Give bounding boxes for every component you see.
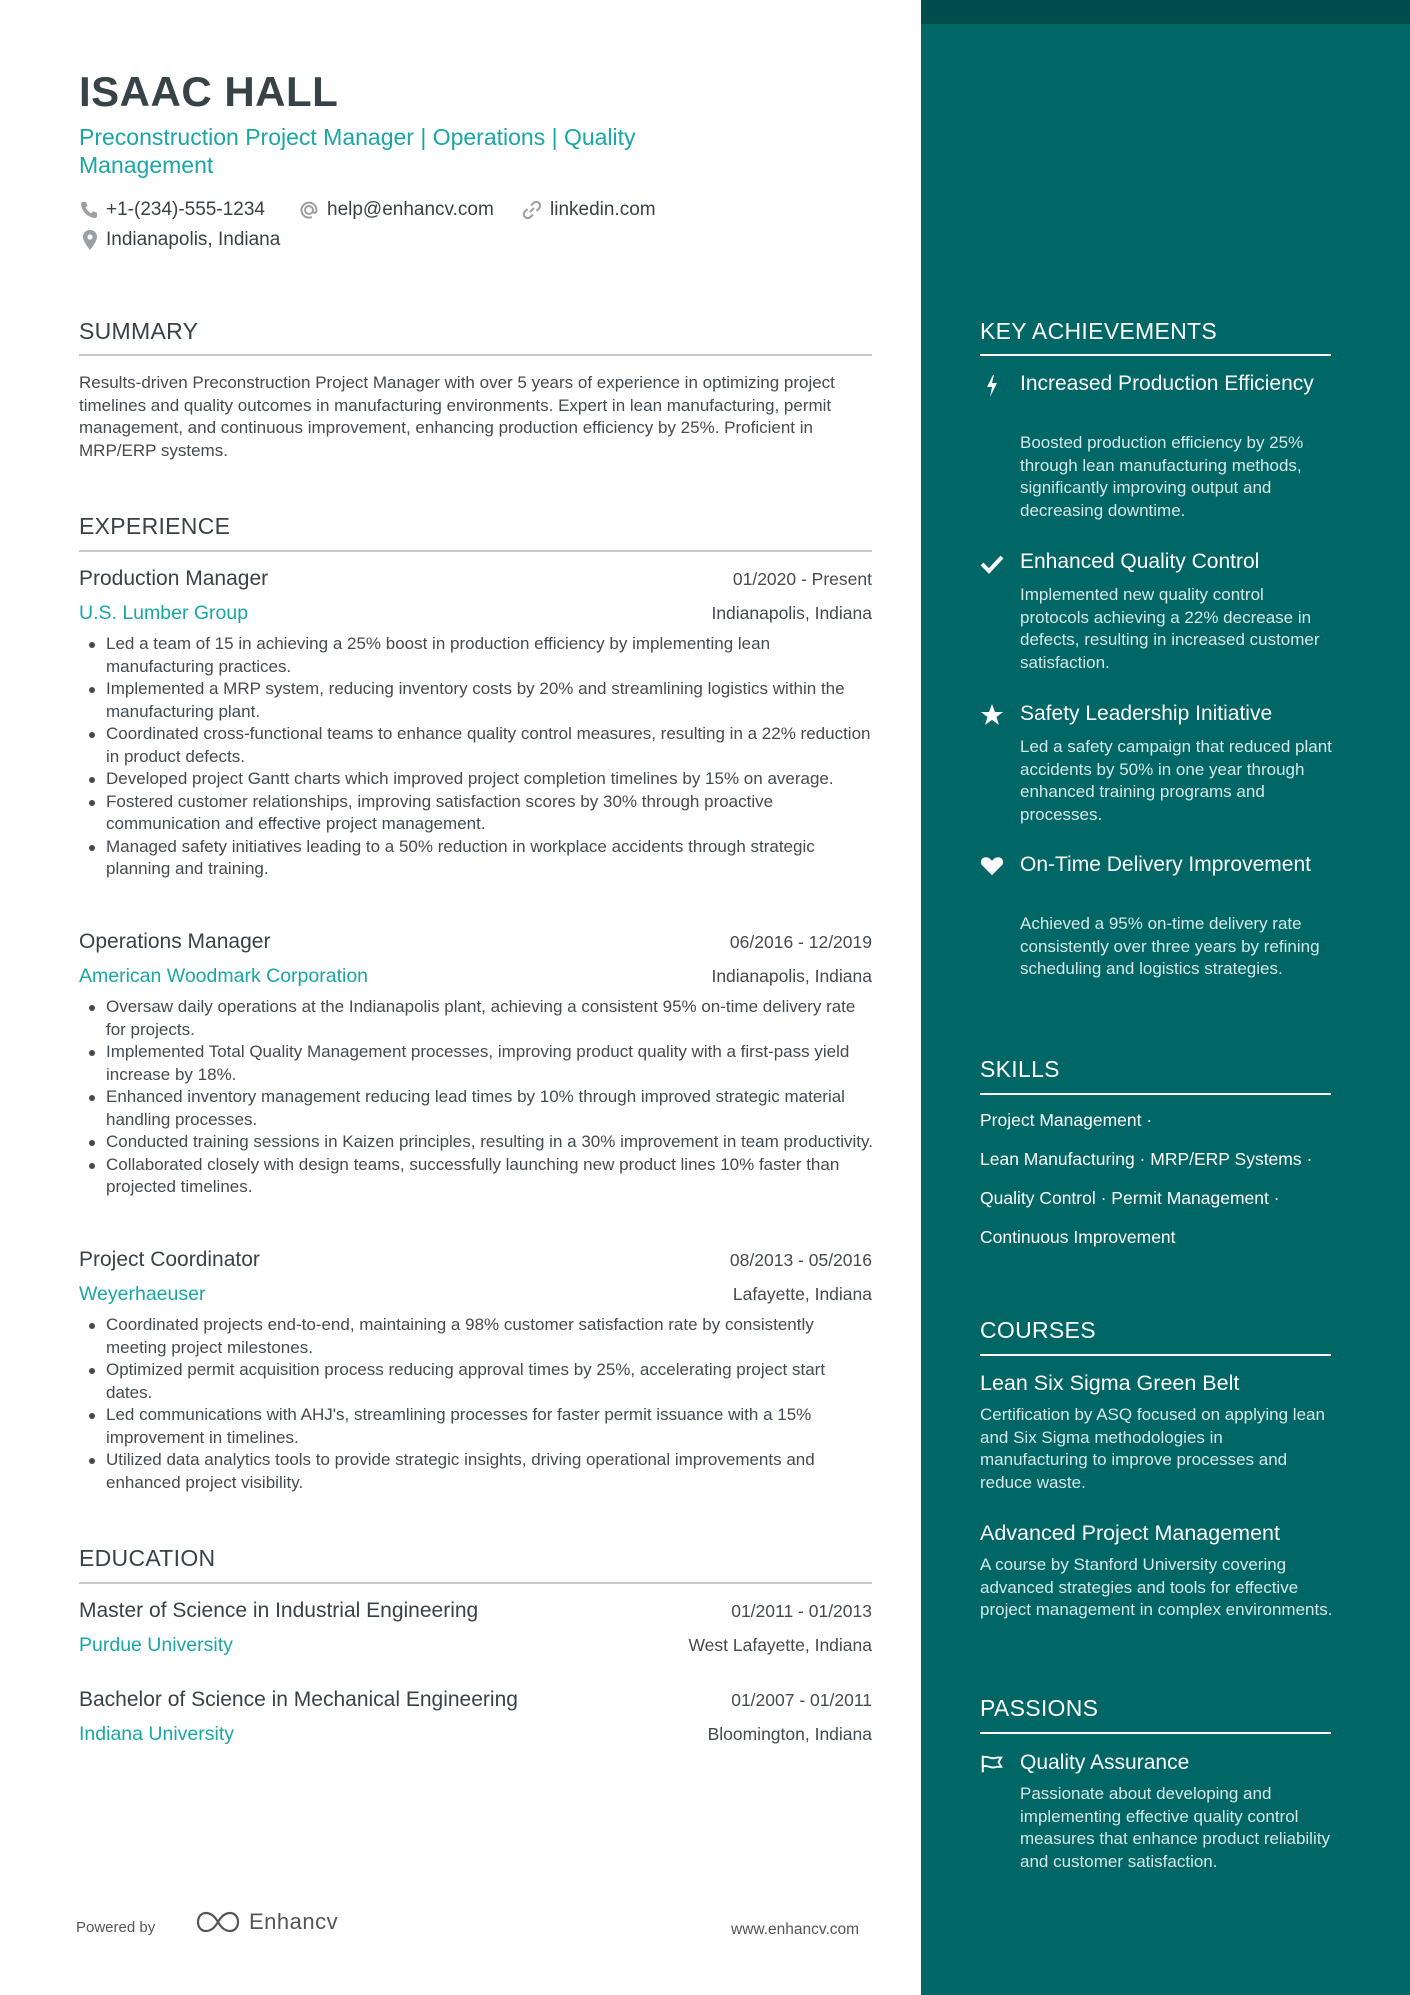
courses-divider [980,1354,1331,1356]
sidebar [921,0,1410,1995]
skills-divider [980,1093,1331,1095]
location-text: Indianapolis, Indiana [106,229,281,250]
job-title: Project Coordinator [79,1248,260,1271]
phone-icon [79,200,99,220]
phone-text: +1-(234)-555-1234 [106,199,265,220]
bullet-item: Optimized permit acquisition process reducing approval times by 25%, accelerating project start dates. [79,1359,874,1404]
lightning-icon [980,374,1004,398]
bullet-item: Enhanced inventory management reducing lead times by 10% through improved strategic material handling processes. [79,1086,874,1131]
achievement-desc: Achieved a 95% on-time delivery rate consistently over three years by refining scheduling and logistics strategies. [1020,914,1320,978]
job-bullets [79,633,874,881]
summary-text: Results-driven Preconstruction Project Manager with over 5 years of experience in optimizing project timelines and quality outcomes in manufacturing environments. Expert in lean manufacturing, permit management, and continuous improvement, enhancing production efficiency by 25%. Proficient in MRP/ERP systems. [79,373,835,460]
course-desc: A course by Stanford University covering advanced strategies and tools for effective project management in complex environments. [980,1555,1333,1619]
star-icon [980,703,1004,727]
bullet-item: Managed safety initiatives leading to a 50% reduction in workplace accidents through strategic planning and training. [79,836,874,881]
education-header [79,1599,872,1623]
achievement-title: Safety Leadership Initiative [1020,702,1273,725]
powered-by-label: Powered by [76,1919,156,1936]
bullet-item: Coordinated cross-functional teams to enhance quality control measures, resulting in a 22% reduction in product defects. [79,723,874,768]
bullet-item: Led a team of 15 in achieving a 25% boost in production efficiency by implementing lean manufacturing practices. [79,633,874,678]
achievement-title: On-Time Delivery Improvement [1020,853,1311,876]
candidate-name: ISAAC HALL [79,68,339,115]
linkedin-text: linkedin.com [550,199,656,220]
company-link[interactable]: Weyerhaeuser [79,1283,206,1305]
school-link[interactable]: Indiana University [79,1723,234,1745]
education-location: West Lafayette, Indiana [688,1635,872,1655]
education-location: Bloomington, Indiana [707,1724,872,1744]
job-location: Indianapolis, Indiana [711,603,872,623]
courses-heading: COURSES [980,1317,1096,1343]
job-header [79,1248,872,1272]
bullet-item: Collaborated closely with design teams, successfully launching new product lines 10% faster than projected timelines. [79,1154,874,1199]
education-subheader [79,1723,872,1746]
job-location: Lafayette, Indiana [732,1284,872,1304]
education-subheader [79,1634,872,1657]
bullet-item: Oversaw daily operations at the Indianapolis plant, achieving a consistent 95% on-time delivery rate for projects. [79,996,874,1041]
bullet-item: Led communications with AHJ's, streamlining processes for faster permit issuance with a 15% improvement in timelines. [79,1404,874,1449]
bullet-item: Fostered customer relationships, improving satisfaction scores by 30% through proactive communication and effective project management. [79,791,874,836]
location-pin-icon [81,229,99,251]
job-dates: 01/2020 - Present [732,569,872,589]
education-dates: 01/2011 - 01/2013 [731,1601,872,1621]
achievement-desc: Led a safety campaign that reduced plant accidents by 50% in one year through enhanced training programs and processes. [1020,737,1332,824]
achievement-desc: Implemented new quality control protocols achieving a 22% decrease in defects, resulting in increased customer satisfaction. [1020,585,1320,672]
course-desc: Certification by ASQ focused on applying lean and Six Sigma methodologies in manufacturing to improve processes and reduce waste. [980,1405,1325,1492]
passion-desc: Passionate about developing and implementing effective quality control measures that enhance product reliability and customer satisfaction. [1020,1784,1330,1871]
brand-name: Enhancv [249,1909,339,1934]
website-link[interactable]: www.enhancv.com [731,1921,860,1938]
job-subheader [79,602,872,625]
course-title: Advanced Project Management [980,1521,1280,1545]
education-dates: 01/2007 - 01/2011 [731,1690,872,1710]
degree-title: Master of Science in Industrial Engineering [79,1599,479,1622]
checkmark-icon [980,552,1004,576]
contact-location [81,229,280,251]
enhancv-logo[interactable] [195,1909,338,1935]
job-dates: 08/2013 - 05/2016 [729,1250,872,1270]
education-header [79,1688,872,1712]
job-dates: 06/2016 - 12/2019 [729,932,872,952]
email-text: help@enhancv.com [327,199,494,220]
bullet-item: Implemented Total Quality Management processes, improving product quality with a first-pass yield increase by 18%. [79,1041,874,1086]
achievement-title: Enhanced Quality Control [1020,550,1260,573]
contact-linkedin[interactable] [521,199,656,221]
skill-item: Quality Control · Permit Management · [980,1188,1280,1208]
skill-item: Project Management · [980,1110,1153,1130]
job-bullets [79,996,874,1199]
summary-divider [79,354,872,356]
skill-item: Continuous Improvement [980,1227,1176,1247]
headline: Preconstruction Project Manager | Operations | Quality Management [79,124,636,178]
bullet-item: Coordinated projects end-to-end, maintaining a 98% customer satisfaction rate by consistently meeting project milestones. [79,1314,874,1359]
job-title: Production Manager [79,567,269,590]
degree-title: Bachelor of Science in Mechanical Engineering [79,1688,518,1711]
heart-icon [980,854,1004,878]
job-subheader [79,1283,872,1306]
contact-email[interactable] [298,199,494,221]
education-heading: EDUCATION [79,1545,216,1571]
summary-heading: SUMMARY [79,318,199,344]
experience-heading: EXPERIENCE [79,513,231,539]
bullet-item: Implemented a MRP system, reducing inventory costs by 20% and streamlining logistics within the manufacturing plant. [79,678,874,723]
link-icon [521,199,543,221]
passion-title: Quality Assurance [1020,1751,1190,1774]
job-location: Indianapolis, Indiana [711,966,872,986]
bullet-item: Conducted training sessions in Kaizen principles, resulting in a 30% improvement in team productivity. [79,1131,874,1154]
company-link[interactable]: American Woodmark Corporation [79,965,369,987]
contact-phone[interactable] [79,199,265,221]
sidebar-top-band [921,0,1410,24]
passions-heading: PASSIONS [980,1695,1099,1721]
bullet-item: Developed project Gantt charts which improved project completion timelines by 15% on average. [79,768,874,791]
skills-heading: SKILLS [980,1056,1060,1082]
education-divider [79,1582,872,1584]
achievements-divider [980,354,1331,356]
at-icon [298,199,320,221]
flag-icon [980,1752,1004,1776]
job-header [79,930,872,954]
job-subheader [79,965,872,988]
achievements-heading: KEY ACHIEVEMENTS [980,318,1218,344]
company-link[interactable]: U.S. Lumber Group [79,602,249,624]
achievement-desc: Boosted production efficiency by 25% through lean manufacturing methods, significantly improving output and decreasing downtime. [1020,433,1304,520]
bullet-item: Utilized data analytics tools to provide strategic insights, driving operational improvements and enhanced project visibility. [79,1449,874,1494]
school-link[interactable]: Purdue University [79,1634,233,1656]
skill-item: Lean Manufacturing · MRP/ERP Systems · [980,1149,1313,1169]
experience-divider [79,550,872,552]
course-title: Lean Six Sigma Green Belt [980,1371,1240,1395]
job-title: Operations Manager [79,930,271,953]
achievement-title: Increased Production Efficiency [1020,372,1314,395]
passions-divider [980,1732,1331,1734]
job-bullets [79,1314,874,1494]
infinity-logo-icon [195,1909,241,1935]
job-header [79,567,872,591]
